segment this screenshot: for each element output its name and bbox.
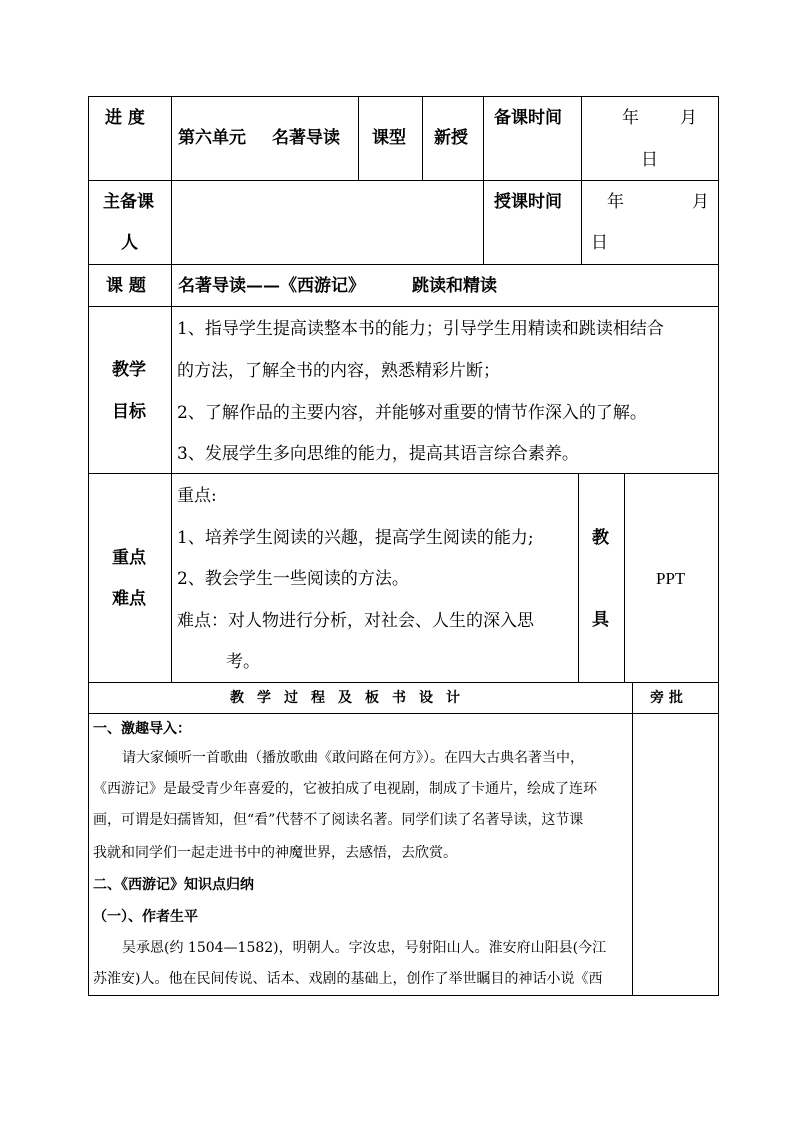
goals-label-line2: 目标 xyxy=(112,402,146,422)
goal-line: 2、了解作品的主要内容，并能够对重要的情节作深入的了解。 xyxy=(177,403,647,423)
preparer-label-line2: 人 xyxy=(121,233,138,253)
prep-time-label: 备课时间 xyxy=(494,108,562,128)
keypoints-label-line1: 重点 xyxy=(112,548,146,568)
keypoints-line: 重点: xyxy=(177,486,217,506)
unit-number: 第六单元 xyxy=(178,128,246,148)
keypoints-line: 2、教会学生一些阅读的方法。 xyxy=(177,569,409,589)
goal-line: 3、发展学生多向思维的能力，提高其语言综合素养。 xyxy=(177,444,579,464)
tools-label-line1: 教 xyxy=(592,528,609,548)
side-notes-header: 旁 批 xyxy=(650,690,683,706)
preparer-label-line1: 主备课 xyxy=(103,192,154,212)
paragraph-line: 请大家倾听一首歌曲（播放歌曲《敢问路在何方》）。在四大古典名著当中， xyxy=(122,750,584,766)
section-title: 二、《西游记》知识点归纳 xyxy=(93,877,254,893)
keypoints-label-line2: 难点 xyxy=(112,589,146,609)
paragraph-line: 我就和同学们一起走进书中的神魔世界，去感悟，去欣赏。 xyxy=(93,845,457,861)
lesson-type-value: 新授 xyxy=(434,128,468,148)
teach-time-day: 日 xyxy=(591,233,608,253)
topic-label: 课 题 xyxy=(106,276,146,296)
goal-line: 的方法，了解全书的内容，熟悉精彩片断； xyxy=(177,361,500,381)
teach-time-month: 月 xyxy=(692,192,709,212)
tools-value: PPT xyxy=(656,569,686,588)
prep-time-day: 日 xyxy=(641,150,658,170)
prep-time-year: 年 xyxy=(622,108,639,128)
process-header: 教学过程及板书设计 xyxy=(230,690,473,706)
subsection-title: （一）、作者生平 xyxy=(93,909,198,925)
keypoints-line: 考。 xyxy=(226,652,260,672)
topic-subtitle: 跳读和精读 xyxy=(412,276,497,296)
keypoints-line: 难点：对人物进行分析，对社会、人生的深入思 xyxy=(177,611,534,631)
lesson-type-label: 课型 xyxy=(372,128,406,148)
paragraph-line: 《西游记》是最受青少年喜爱的，它被拍成了电视剧，制成了卡通片，绘成了连环 xyxy=(93,781,597,797)
section-title: 一、激趣导入： xyxy=(93,721,191,737)
paragraph-line: 吴承恩(约 1504—1582)，明朝人。字汝忠，号射阳山人。淮安府山阳县(今江 xyxy=(122,940,607,956)
unit-title: 名著导读 xyxy=(272,128,340,148)
goals-label-line1: 教学 xyxy=(112,360,146,380)
paragraph-line: 苏淮安)人。他在民间传说、话本、戏剧的基础上，创作了举世瞩目的神话小说《西 xyxy=(93,971,603,987)
teach-time-label: 授课时间 xyxy=(494,192,562,212)
prep-time-month: 月 xyxy=(680,108,697,128)
topic-title: 名著导读——《西游记》 xyxy=(178,276,365,296)
progress-label: 进 度 xyxy=(105,108,145,128)
teach-time-year: 年 xyxy=(607,192,624,212)
keypoints-line: 1、培养学生阅读的兴趣，提高学生阅读的能力; xyxy=(177,528,534,548)
paragraph-line: 画，可谓是妇孺皆知，但“看”代替不了阅读名著。同学们读了名著导读，这节课 xyxy=(93,812,584,828)
tools-label-line2: 具 xyxy=(592,610,609,630)
goal-line: 1、指导学生提高读整本书的能力；引导学生用精读和跳读相结合 xyxy=(177,319,664,339)
